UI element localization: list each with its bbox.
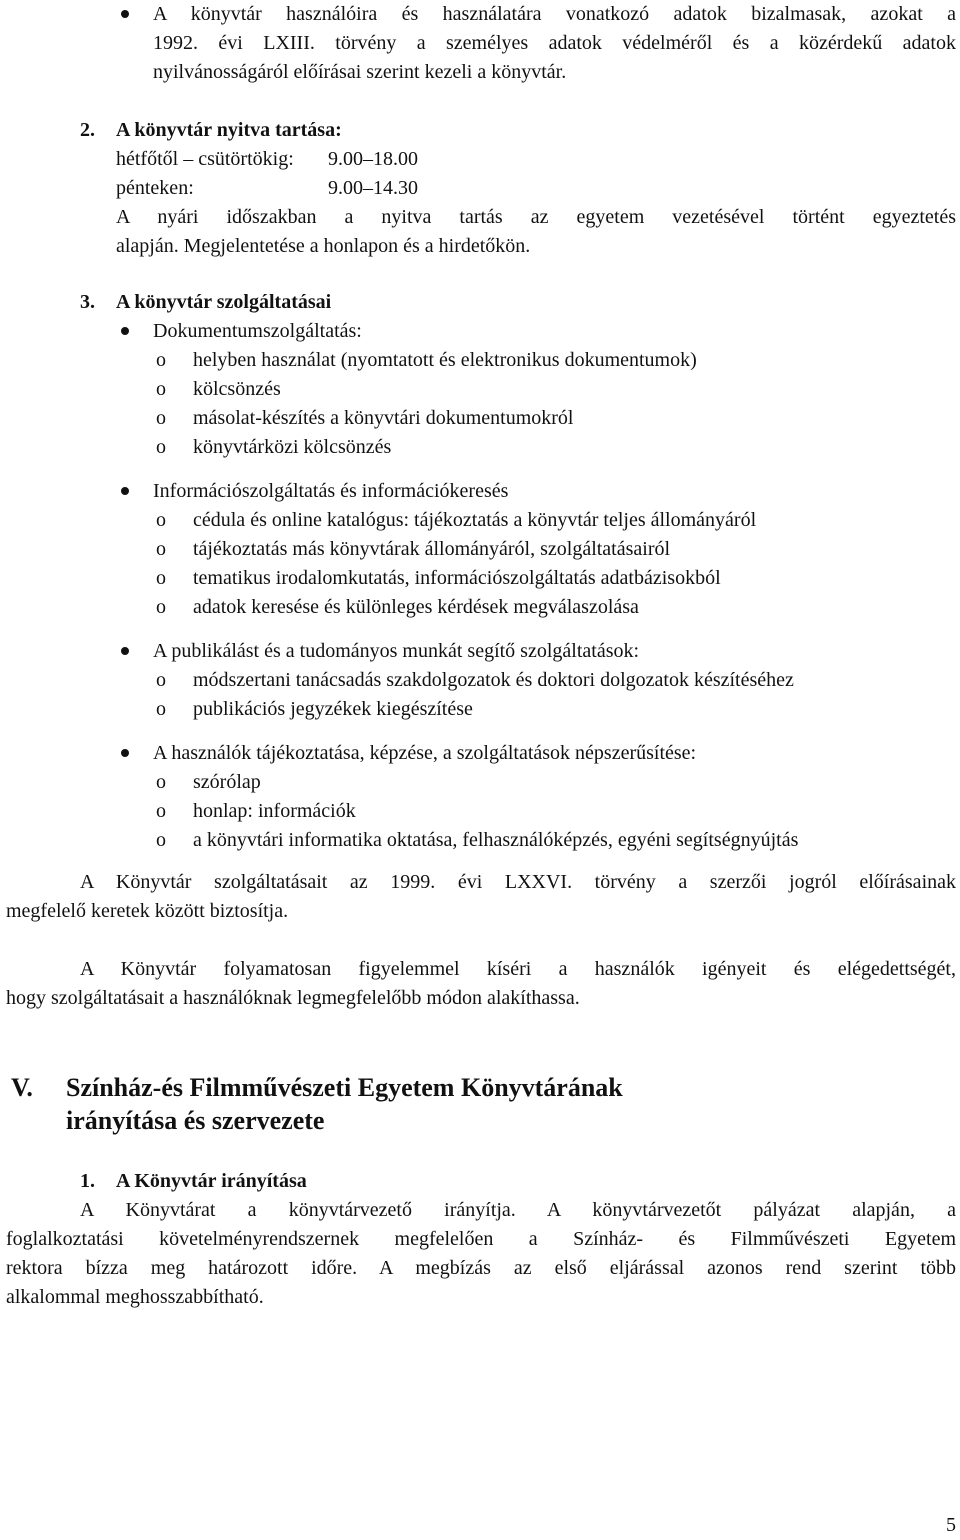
service-group-information: Információszolgáltatás és információkeresés	[6, 477, 956, 506]
chapter-number: V.	[11, 1073, 33, 1102]
section-3-title: A könyvtár szolgáltatásai	[116, 291, 332, 313]
list-item: o módszertani tanácsadás szakdolgozatok és doktori dolgozatok készítéséhez	[156, 669, 794, 691]
service-group-documents: Dokumentumszolgáltatás:	[6, 317, 956, 346]
section-2	[6, 116, 956, 261]
section-2-number: 2.	[80, 119, 95, 141]
summer-note-line-2: alapján. Megjelentetése a honlapon és a hirdetőkön.	[116, 235, 531, 257]
list-item: o tematikus irodalomkutatás, információszolgáltatás adatbázisokból	[156, 567, 721, 589]
list-item: o honlap: információk	[156, 800, 356, 822]
paragraph-line: alkalommal meghosszabbítható.	[6, 1286, 264, 1308]
list-item: o tájékoztatás más könyvtárak állományáról, szolgáltatásairól	[156, 538, 671, 560]
section-3-number: 3.	[80, 291, 95, 313]
page-number: 5	[946, 1514, 956, 1536]
intro-line-1: A könyvtár használóira és használatára vonatkozó adatok bizalmasak, azokat a	[6, 0, 956, 29]
paragraph-line: A Könyvtárat a könyvtárvezető irányítja. A könyvtárvezetőt pályázat alapján, a	[80, 1199, 956, 1221]
satisfaction-paragraph	[6, 955, 956, 1013]
chapter-title-line-2: irányítása és szervezete	[66, 1106, 325, 1135]
hours-value: 9.00–18.00	[328, 148, 418, 170]
paragraph-line: A Könyvtár szolgáltatásait az 1999. évi LXXVI. törvény a szerzői jogról előírásainak	[80, 871, 956, 893]
service-group-user-education: A használók tájékoztatása, képzése, a szolgáltatások népszerűsítése:	[6, 739, 956, 768]
subsection-1	[6, 1167, 956, 1312]
intro-line-3: nyilvánosságáról előírásai szerint kezeli a könyvtár.	[153, 61, 567, 83]
hours-row-friday	[6, 174, 956, 203]
section-3-heading	[6, 288, 956, 317]
list-item: o könyvtárközi kölcsönzés	[156, 436, 392, 458]
paragraph-line: foglalkoztatási követelményrendszernek megfelelően a Színház- és Filmművészeti Egyetem	[6, 1228, 956, 1250]
subsection-1-heading	[6, 1167, 956, 1196]
list-item: o kölcsönzés	[156, 378, 281, 400]
subsection-1-number: 1.	[80, 1170, 95, 1192]
section-2-heading	[6, 116, 956, 145]
chapter-5-heading	[11, 1071, 951, 1137]
summer-note-line-1: A nyári időszakban a nyitva tartás az egyetem vezetésével történt egyeztetés	[116, 206, 956, 228]
list-item: o adatok keresése és különleges kérdések megválaszolása	[156, 596, 639, 618]
list-item: o publikációs jegyzékek kiegészítése	[156, 698, 473, 720]
list-item: o cédula és online katalógus: tájékoztatás a könyvtár teljes állományáról	[156, 509, 757, 531]
copyright-paragraph	[6, 868, 956, 926]
service-group-publishing: A publikálást és a tudományos munkát segítő szolgáltatások:	[6, 637, 956, 666]
list-item: o másolat-készítés a könyvtári dokumentumokról	[156, 407, 574, 429]
intro-line-2: 1992. évi LXIII. törvény a személyes adatok védelméről és a közérdekű adatok	[153, 32, 956, 54]
paragraph-line: hogy szolgáltatásait a használóknak legmegfelelőbb módon alakíthassa.	[6, 987, 580, 1009]
list-item: o helyben használat (nyomtatott és elektronikus dokumentumok)	[156, 349, 697, 371]
hours-label: pénteken:	[116, 177, 194, 199]
hours-label: hétfőtől – csütörtökig:	[116, 148, 294, 170]
list-item: o a könyvtári informatika oktatása, felhasználóképzés, egyéni segítségnyújtás	[156, 829, 799, 851]
section-3	[6, 288, 956, 855]
paragraph-line: rektora bízza meg határozott időre. A megbízás az első eljárással azonos rend szerint több	[6, 1257, 956, 1279]
section-2-title: A könyvtár nyitva tartása:	[116, 119, 342, 141]
hours-row-weekdays	[6, 145, 956, 174]
paragraph-line: megfelelő keretek között biztosítja.	[6, 900, 289, 922]
subsection-1-title: A Könyvtár irányítása	[116, 1170, 307, 1192]
intro-bullet	[6, 0, 956, 87]
chapter-title-line-1: V. Színház-és Filmművészeti Egyetem Könyvtárának	[11, 1073, 623, 1102]
paragraph-line: A Könyvtár folyamatosan figyelemmel kíséri a használók igényeit és elégedettségét,	[80, 958, 956, 980]
list-item: o szórólap	[156, 771, 261, 793]
hours-value: 9.00–14.30	[328, 177, 418, 199]
